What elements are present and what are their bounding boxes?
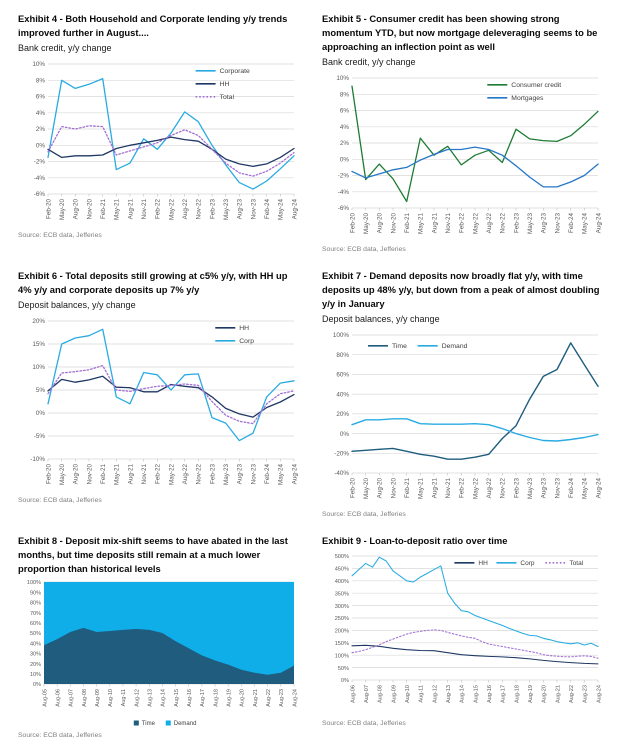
svg-text:10%: 10%: [336, 75, 349, 83]
exhibit-7-source: Source: ECB data, Jefferies: [322, 510, 406, 518]
svg-text:Nov-20: Nov-20: [86, 463, 94, 485]
svg-text:May-22: May-22: [168, 198, 176, 220]
svg-text:-6%: -6%: [337, 205, 349, 213]
svg-text:70%: 70%: [29, 610, 41, 617]
svg-text:May-23: May-23: [223, 463, 230, 485]
svg-text:May-24: May-24: [277, 198, 285, 220]
exhibit-grid: [18, 12, 604, 739]
svg-text:May-20: May-20: [363, 212, 370, 234]
svg-text:Nov-20: Nov-20: [390, 212, 398, 234]
svg-text:Aug-09: Aug-09: [94, 689, 101, 707]
svg-text:May-22: May-22: [168, 463, 176, 485]
svg-text:6%: 6%: [35, 93, 45, 101]
svg-text:May-22: May-22: [472, 212, 480, 234]
svg-text:Feb-22: Feb-22: [154, 198, 162, 219]
svg-text:Aug-20: Aug-20: [72, 198, 80, 220]
svg-text:Feb-24: Feb-24: [568, 477, 575, 498]
svg-text:80%: 80%: [29, 600, 41, 607]
svg-text:Nov-20: Nov-20: [86, 198, 94, 220]
exhibit-7-title: Exhibit 7 - Demand deposits now broadly flat y/y, with time deposits up 48% y/y, but down from a peak of almost doubling y/y in January: [322, 269, 600, 310]
svg-text:Feb-21: Feb-21: [100, 198, 107, 219]
svg-text:May-21: May-21: [417, 477, 425, 499]
svg-text:Aug-24: Aug-24: [292, 689, 299, 707]
svg-text:Nov-23: Nov-23: [250, 463, 258, 485]
svg-text:Aug-23: Aug-23: [236, 198, 244, 220]
exhibit-4-source: Source: ECB data, Jefferies: [18, 231, 102, 239]
svg-text:Aug-11: Aug-11: [418, 684, 425, 703]
svg-text:May-24: May-24: [581, 477, 589, 499]
svg-text:Aug-24: Aug-24: [595, 212, 603, 234]
exhibit-9-title: Exhibit 9 - Loan-to-deposit ratio over time: [322, 534, 508, 546]
svg-text:Aug-23: Aug-23: [279, 689, 286, 707]
svg-text:Aug-15: Aug-15: [173, 689, 180, 707]
svg-text:Corp: Corp: [239, 337, 255, 345]
svg-text:60%: 60%: [29, 621, 41, 628]
svg-text:Aug-22: Aug-22: [486, 477, 493, 499]
exhibit-6-chart: [18, 315, 300, 495]
svg-text:50%: 50%: [337, 665, 349, 672]
svg-text:Feb-23: Feb-23: [513, 477, 521, 498]
svg-text:HH: HH: [478, 559, 488, 567]
svg-text:Feb-24: Feb-24: [264, 463, 271, 484]
svg-text:8%: 8%: [35, 77, 45, 85]
exhibit-6-title: Exhibit 6 - Total deposits still growing at c5% y/y, with HH up 4% y/y and corporate deposits up 7% y/y: [18, 269, 288, 296]
svg-text:Corp: Corp: [520, 559, 535, 567]
svg-text:15%: 15%: [32, 340, 45, 348]
svg-text:Aug-12: Aug-12: [134, 689, 141, 707]
svg-text:Aug-06: Aug-06: [350, 684, 357, 703]
exhibit-5-title: Exhibit 5 - Consumer credit has been showing strong momentum YTD, but now mortgage deleveraging seems to be approaching an inflection point as well: [322, 13, 598, 53]
svg-text:Aug-22: Aug-22: [486, 212, 493, 234]
svg-text:May-20: May-20: [363, 477, 370, 499]
svg-text:350%: 350%: [334, 591, 349, 598]
svg-text:Aug-07: Aug-07: [68, 689, 75, 707]
svg-text:100%: 100%: [332, 332, 349, 340]
svg-text:20%: 20%: [336, 410, 349, 418]
svg-text:Nov-21: Nov-21: [445, 477, 452, 499]
svg-text:Aug-20: Aug-20: [541, 684, 548, 703]
svg-text:0%: 0%: [35, 142, 45, 150]
svg-text:Aug-14: Aug-14: [459, 684, 466, 703]
svg-text:Aug-24: Aug-24: [291, 463, 299, 485]
svg-text:300%: 300%: [334, 603, 349, 610]
svg-text:May-20: May-20: [59, 198, 66, 220]
svg-text:Feb-22: Feb-22: [458, 477, 466, 498]
svg-text:Aug-19: Aug-19: [226, 689, 233, 707]
exhibit-7-panel: [322, 269, 604, 518]
svg-text:Feb-24: Feb-24: [264, 198, 271, 219]
svg-text:Aug-21: Aug-21: [127, 198, 135, 220]
svg-text:4%: 4%: [339, 123, 349, 131]
exhibit-7-chart: [322, 329, 604, 509]
svg-text:0%: 0%: [340, 678, 349, 685]
svg-text:-10%: -10%: [30, 455, 45, 463]
svg-text:May-23: May-23: [527, 212, 534, 234]
svg-text:100%: 100%: [334, 653, 349, 660]
svg-text:Aug-22: Aug-22: [266, 689, 272, 707]
svg-text:Aug-23: Aug-23: [540, 477, 548, 499]
svg-text:Aug-09: Aug-09: [391, 684, 398, 703]
svg-text:Feb-20: Feb-20: [45, 198, 53, 219]
svg-text:May-23: May-23: [223, 198, 230, 220]
svg-text:Aug-21: Aug-21: [555, 684, 562, 703]
exhibit-8-chart: [18, 578, 300, 730]
svg-text:60%: 60%: [336, 371, 349, 379]
exhibit-4-subtitle: Bank credit, y/y change: [18, 43, 112, 54]
svg-text:Aug-14: Aug-14: [160, 689, 167, 707]
svg-text:Aug-21: Aug-21: [252, 689, 259, 707]
svg-text:Aug-16: Aug-16: [487, 684, 493, 703]
svg-text:Time: Time: [141, 721, 155, 728]
svg-text:30%: 30%: [29, 651, 41, 658]
svg-text:10%: 10%: [29, 672, 41, 679]
svg-text:Aug-08: Aug-08: [377, 684, 384, 703]
svg-text:Aug-16: Aug-16: [187, 689, 193, 707]
svg-text:-2%: -2%: [33, 158, 45, 166]
svg-text:500%: 500%: [334, 554, 349, 561]
svg-text:Aug-22: Aug-22: [182, 198, 189, 220]
svg-text:Aug-17: Aug-17: [200, 689, 207, 707]
svg-text:50%: 50%: [29, 631, 41, 638]
svg-text:Aug-05: Aug-05: [42, 689, 49, 707]
svg-text:-20%: -20%: [334, 450, 349, 458]
svg-text:May-21: May-21: [113, 198, 121, 220]
svg-text:Feb-21: Feb-21: [404, 212, 411, 233]
svg-text:-2%: -2%: [337, 172, 349, 180]
svg-text:200%: 200%: [334, 628, 349, 635]
svg-text:90%: 90%: [29, 590, 41, 597]
svg-text:-4%: -4%: [33, 174, 45, 182]
svg-text:Aug-21: Aug-21: [127, 463, 135, 485]
svg-text:Demand: Demand: [441, 342, 468, 350]
exhibit-7-subtitle: Deposit balances, y/y change: [322, 314, 440, 325]
svg-text:Nov-21: Nov-21: [141, 198, 148, 220]
exhibit-9-chart: [322, 550, 604, 718]
exhibit-4-panel: [18, 12, 300, 239]
svg-text:Nov-22: Nov-22: [195, 463, 203, 485]
svg-text:Feb-20: Feb-20: [349, 212, 357, 233]
svg-text:20%: 20%: [29, 661, 41, 668]
svg-text:2%: 2%: [339, 140, 349, 148]
svg-text:Aug-17: Aug-17: [500, 684, 507, 703]
svg-text:40%: 40%: [336, 391, 349, 399]
svg-text:Feb-20: Feb-20: [349, 477, 357, 498]
svg-text:8%: 8%: [339, 91, 349, 99]
svg-text:-6%: -6%: [33, 191, 45, 199]
svg-text:Aug-24: Aug-24: [596, 684, 603, 703]
svg-text:100%: 100%: [26, 580, 41, 587]
svg-text:4%: 4%: [35, 109, 45, 117]
svg-text:Time: Time: [392, 342, 407, 350]
svg-text:2%: 2%: [35, 126, 45, 134]
svg-text:Corporate: Corporate: [219, 67, 250, 75]
svg-text:Aug-22: Aug-22: [182, 463, 189, 485]
exhibit-5-subtitle: Bank credit, y/y change: [322, 57, 416, 68]
svg-text:Feb-23: Feb-23: [209, 198, 217, 219]
svg-text:Aug-20: Aug-20: [376, 477, 384, 499]
exhibit-6-panel: [18, 269, 300, 504]
svg-text:Aug-20: Aug-20: [72, 463, 80, 485]
exhibit-8-panel: [18, 534, 300, 739]
svg-text:-4%: -4%: [337, 188, 349, 196]
svg-text:Feb-23: Feb-23: [513, 212, 521, 233]
svg-text:Nov-22: Nov-22: [499, 477, 507, 499]
svg-text:Aug-18: Aug-18: [514, 684, 521, 703]
svg-text:Aug-23: Aug-23: [540, 212, 548, 234]
svg-text:Aug-11: Aug-11: [121, 689, 128, 707]
svg-text:-40%: -40%: [334, 470, 349, 478]
svg-text:Nov-23: Nov-23: [250, 198, 258, 220]
svg-text:May-20: May-20: [59, 463, 66, 485]
svg-text:Aug-18: Aug-18: [213, 689, 220, 707]
svg-text:Feb-22: Feb-22: [154, 463, 162, 484]
svg-text:Aug-21: Aug-21: [431, 212, 439, 234]
svg-text:Aug-20: Aug-20: [239, 689, 246, 707]
exhibit-5-panel: [322, 12, 604, 253]
svg-text:Aug-15: Aug-15: [473, 684, 480, 703]
svg-text:450%: 450%: [334, 566, 349, 573]
svg-text:Feb-22: Feb-22: [458, 212, 466, 233]
svg-text:20%: 20%: [32, 317, 45, 325]
svg-text:Nov-22: Nov-22: [499, 212, 507, 234]
svg-text:Demand: Demand: [173, 721, 197, 728]
svg-text:5%: 5%: [35, 386, 45, 394]
exhibit-6-source: Source: ECB data, Jefferies: [18, 496, 102, 504]
svg-text:HH: HH: [239, 324, 250, 332]
svg-text:Aug-08: Aug-08: [81, 689, 88, 707]
svg-text:Aug-13: Aug-13: [446, 684, 452, 703]
svg-text:Aug-20: Aug-20: [376, 212, 384, 234]
svg-text:Nov-22: Nov-22: [195, 198, 203, 220]
svg-text:Aug-22: Aug-22: [569, 684, 575, 703]
svg-text:Aug-10: Aug-10: [405, 684, 411, 703]
svg-text:6%: 6%: [339, 107, 349, 115]
svg-text:Nov-21: Nov-21: [445, 212, 452, 234]
svg-text:May-24: May-24: [277, 463, 285, 485]
svg-text:-5%: -5%: [33, 432, 45, 440]
svg-text:40%: 40%: [29, 641, 41, 648]
svg-text:0%: 0%: [339, 156, 349, 164]
svg-text:Total: Total: [219, 93, 234, 101]
svg-text:Mortgages: Mortgages: [511, 94, 544, 102]
svg-text:Aug-24: Aug-24: [595, 477, 603, 499]
svg-text:HH: HH: [219, 80, 230, 88]
svg-text:May-21: May-21: [417, 212, 425, 234]
svg-text:Nov-21: Nov-21: [141, 463, 148, 485]
svg-text:Aug-10: Aug-10: [108, 689, 115, 707]
svg-text:May-24: May-24: [581, 212, 589, 234]
svg-text:0%: 0%: [339, 430, 349, 438]
svg-text:Aug-19: Aug-19: [528, 684, 534, 703]
svg-text:Feb-20: Feb-20: [45, 463, 53, 484]
svg-text:Consumer credit: Consumer credit: [511, 81, 562, 89]
exhibit-9-source: Source: ECB data, Jefferies: [322, 719, 406, 727]
svg-text:Aug-23: Aug-23: [582, 684, 589, 703]
svg-text:Nov-23: Nov-23: [554, 477, 562, 499]
svg-text:Feb-23: Feb-23: [209, 463, 217, 484]
svg-text:Aug-21: Aug-21: [431, 477, 439, 499]
svg-text:May-22: May-22: [472, 477, 480, 499]
svg-text:80%: 80%: [336, 351, 349, 359]
svg-text:250%: 250%: [334, 616, 349, 623]
exhibit-5-source: Source: ECB data, Jefferies: [322, 245, 406, 253]
svg-text:Aug-24: Aug-24: [291, 198, 299, 220]
exhibit-5-chart: [322, 72, 604, 244]
svg-text:Feb-21: Feb-21: [100, 463, 107, 484]
svg-text:Total: Total: [569, 559, 584, 567]
svg-text:Aug-13: Aug-13: [147, 689, 154, 707]
svg-text:May-21: May-21: [113, 463, 121, 485]
svg-text:10%: 10%: [32, 363, 45, 371]
svg-text:0%: 0%: [33, 682, 41, 689]
svg-text:Nov-23: Nov-23: [554, 212, 562, 234]
svg-text:0%: 0%: [35, 409, 45, 417]
svg-text:Aug-06: Aug-06: [55, 689, 62, 707]
svg-text:Feb-24: Feb-24: [568, 212, 575, 233]
exhibit-4-chart: [18, 58, 300, 230]
svg-text:Nov-20: Nov-20: [390, 477, 398, 499]
exhibit-8-title: Exhibit 8 - Deposit mix-shift seems to have abated in the last months, but time deposits still remain at a much lower proportion than historical levels: [18, 534, 288, 575]
svg-text:10%: 10%: [32, 61, 45, 69]
exhibit-8-source: Source: ECB data, Jefferies: [18, 732, 102, 740]
svg-text:Aug-12: Aug-12: [432, 684, 439, 703]
svg-text:Aug-07: Aug-07: [364, 684, 370, 703]
svg-text:400%: 400%: [334, 578, 349, 585]
svg-text:May-23: May-23: [527, 477, 534, 499]
exhibit-9-panel: [322, 534, 604, 727]
exhibit-6-subtitle: Deposit balances, y/y change: [18, 300, 136, 311]
svg-text:Aug-23: Aug-23: [236, 463, 244, 485]
svg-text:Feb-21: Feb-21: [404, 477, 411, 498]
svg-text:150%: 150%: [334, 640, 349, 647]
exhibit-4-title: Exhibit 4 - Both Household and Corporate lending y/y trends improved further in August....: [18, 13, 288, 39]
